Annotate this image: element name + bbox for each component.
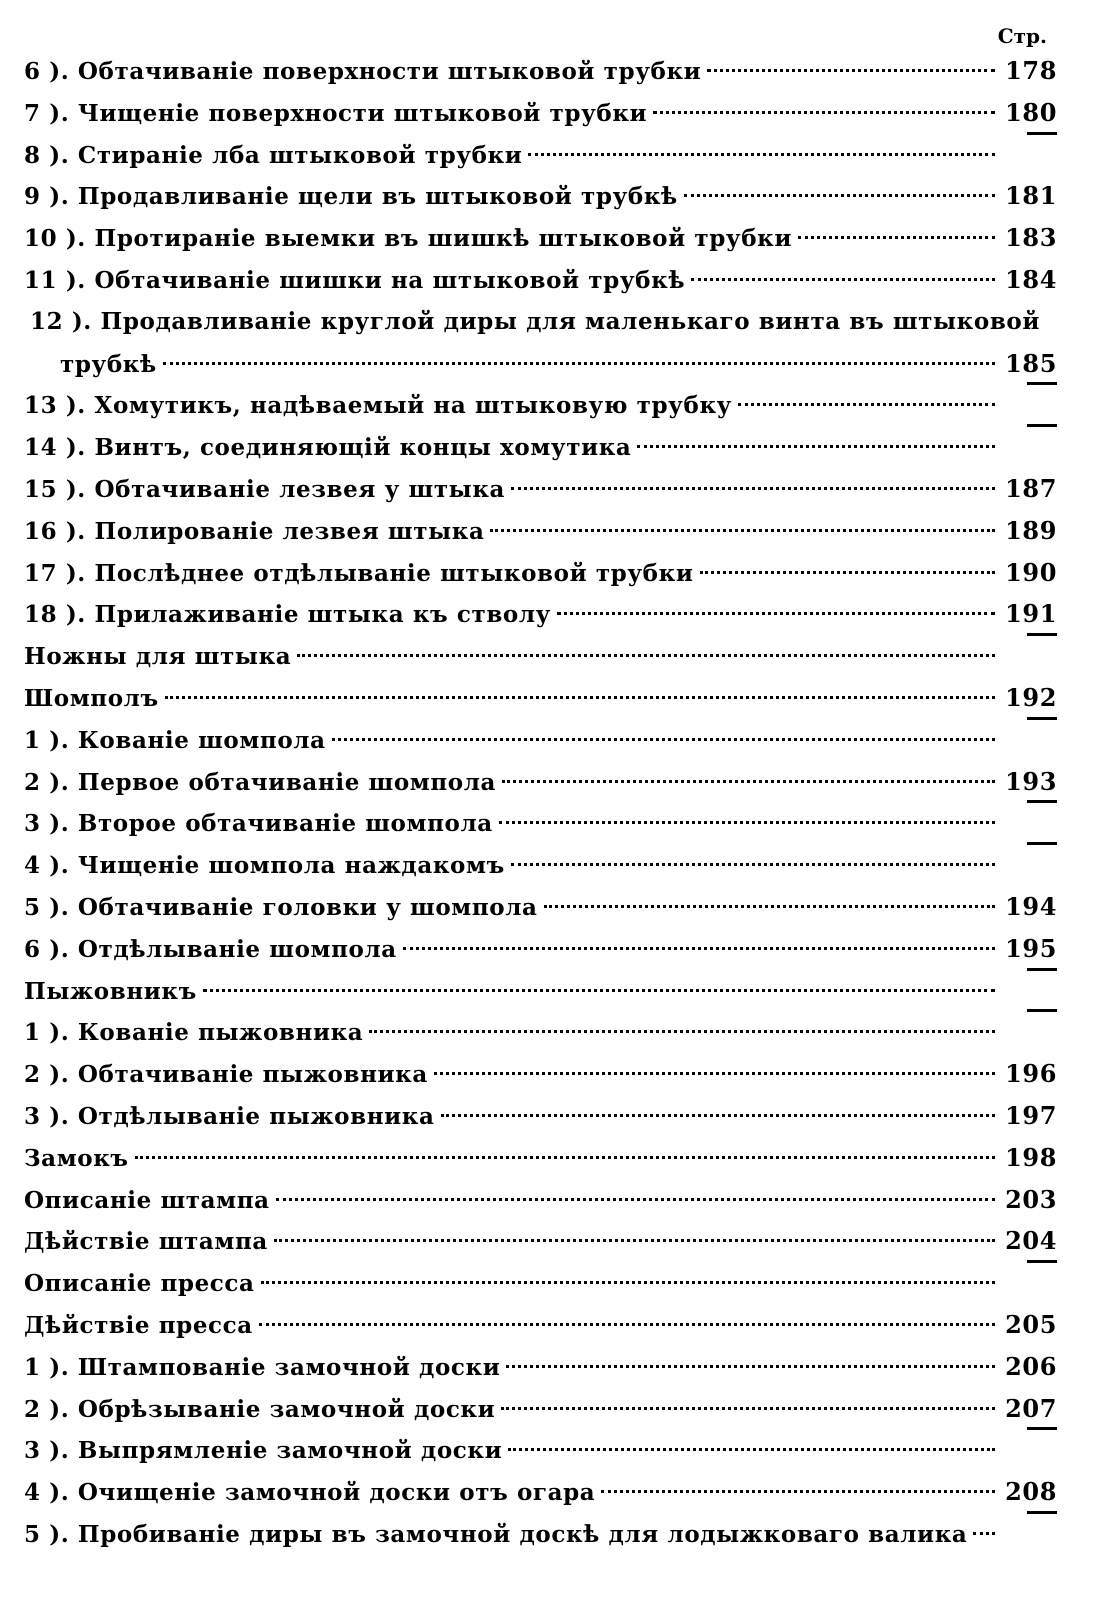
toc-entry — [24, 1262, 1057, 1304]
toc-entry-page: 204 — [1005, 1226, 1057, 1256]
dot-leader — [528, 153, 995, 156]
ditto-dash — [1027, 132, 1057, 177]
dot-leader — [434, 1072, 995, 1075]
dot-leader — [369, 1030, 995, 1033]
dot-leader — [165, 696, 995, 699]
toc-entry — [24, 217, 1057, 259]
dot-leader — [973, 1532, 995, 1535]
dot-leader — [700, 571, 996, 574]
dot-leader — [297, 654, 995, 657]
dot-leader — [259, 1323, 995, 1326]
toc-entry — [24, 1137, 1057, 1179]
toc-entry — [24, 134, 1057, 176]
ditto-dash — [1027, 717, 1057, 762]
page-column-label: Стр. — [997, 24, 1047, 48]
toc-entry — [24, 510, 1057, 552]
toc-entry — [24, 1095, 1057, 1137]
toc-entry — [24, 928, 1057, 970]
dot-leader — [276, 1198, 995, 1201]
toc-entry-title: Пыжовникъ — [24, 977, 197, 1005]
ditto-dash — [1027, 842, 1057, 887]
toc-entry-title: Описаніе штампа — [24, 1186, 270, 1214]
toc-entry — [24, 677, 1057, 719]
toc-entry-title: 17 ). Послѣднее отдѣлываніе штыковой трубки — [24, 559, 694, 587]
toc-entry-title: 14 ). Винтъ, соединяющій концы хомутика — [24, 434, 632, 462]
toc-entry-title: 5 ). Пробиваніе диры въ замочной доскѣ для лодыжковаго валика — [24, 1520, 968, 1548]
toc-entry-page: 195 — [1005, 933, 1057, 963]
toc-entry-page: 192 — [1005, 682, 1057, 712]
toc-entry — [24, 719, 1057, 761]
dot-leader — [684, 194, 995, 197]
table-of-contents — [24, 50, 1057, 1555]
toc-entry-title: Дѣйствіе пресса — [24, 1311, 253, 1339]
toc-entry-page: 193 — [1005, 766, 1057, 796]
toc-entry-title: 11 ). Обтачиваніе шишки на штыковой трубкѣ — [24, 266, 686, 294]
toc-entry — [24, 1304, 1057, 1346]
dot-leader — [501, 1407, 995, 1410]
toc-entry-title: 4 ). Очищеніе замочной доски отъ огара — [24, 1479, 596, 1507]
dot-leader — [502, 780, 995, 783]
toc-entry-page: 208 — [1005, 1477, 1057, 1507]
toc-entry-page: 203 — [1005, 1184, 1057, 1214]
toc-entry-page: 189 — [1005, 515, 1057, 545]
toc-entry — [24, 886, 1057, 928]
toc-entry-title: Замокъ — [24, 1144, 129, 1172]
toc-entry-page: 206 — [1005, 1351, 1057, 1381]
toc-entry — [24, 1220, 1057, 1262]
dot-leader — [798, 236, 995, 239]
ditto-dash — [1027, 968, 1057, 1013]
toc-entry — [24, 802, 1057, 844]
dot-leader — [506, 1365, 995, 1368]
ditto-dash — [1027, 424, 1057, 469]
toc-entry-title: 9 ). Продавливаніе щели въ штыковой трубкѣ — [24, 183, 678, 211]
toc-entry-title: 15 ). Обтачиваніе лезвея у штыка — [24, 475, 506, 503]
dot-leader — [441, 1114, 995, 1117]
dot-leader — [557, 612, 995, 615]
toc-entry-title: Дѣйствіе штампа — [24, 1228, 268, 1256]
toc-entry-page: 184 — [1005, 264, 1057, 294]
toc-entry-title: 3 ). Выпрямленіе замочной доски — [24, 1437, 503, 1465]
toc-entry-page: 187 — [1005, 473, 1057, 503]
toc-entry — [24, 426, 1057, 468]
toc-entry — [24, 970, 1057, 1012]
dot-leader — [601, 1490, 995, 1493]
toc-entry-page: 185 — [1005, 348, 1057, 378]
toc-entry — [24, 92, 1057, 134]
toc-entry-title: 1 ). Кованіе пыжовника — [24, 1019, 364, 1047]
toc-entry — [24, 635, 1057, 677]
toc-entry — [24, 1513, 1057, 1555]
dot-leader — [511, 863, 995, 866]
toc-entry-title: 1 ). Штампованіе замочной доски — [24, 1353, 501, 1381]
dot-leader — [490, 529, 995, 532]
dot-leader — [738, 403, 995, 406]
dot-leader — [511, 487, 995, 490]
toc-entry-title: 2 ). Обрѣзываніе замочной доски — [24, 1395, 496, 1423]
toc-entry — [24, 1388, 1057, 1430]
toc-entry-title: 7 ). Чищеніе поверхности штыковой трубки — [24, 99, 648, 127]
toc-entry-title: 10 ). Протираніе выемки въ шишкѣ штыковой трубки — [24, 225, 793, 253]
toc-entry-page: 197 — [1005, 1100, 1057, 1130]
toc-entry-title: 12 ). Продавливаніе круглой диры для маленькаго винта въ штыковой — [30, 307, 1041, 335]
toc-entry-page: 190 — [1005, 557, 1057, 587]
toc-entry-page: 207 — [1005, 1393, 1057, 1423]
toc-entry — [24, 1053, 1057, 1095]
toc-entry — [24, 343, 1057, 385]
toc-entry-title: 3 ). Второе обтачиваніе шомпола — [24, 810, 493, 838]
dot-leader — [691, 278, 995, 281]
toc-entry-title: 2 ). Первое обтачиваніе шомпола — [24, 768, 497, 796]
ditto-dash — [1027, 1511, 1057, 1556]
dot-leader — [332, 738, 995, 741]
toc-entry — [24, 1429, 1057, 1471]
toc-entry — [24, 844, 1057, 886]
toc-entry-title: 6 ). Отдѣлываніе шомпола — [24, 935, 397, 963]
dot-leader — [544, 905, 995, 908]
ditto-dash — [1027, 1260, 1057, 1305]
toc-entry — [24, 1179, 1057, 1221]
toc-entry — [24, 552, 1057, 594]
toc-entry-page: 180 — [1005, 97, 1057, 127]
toc-entry-page: 198 — [1005, 1142, 1057, 1172]
toc-entry-page — [1001, 1513, 1057, 1564]
toc-entry-title: Описаніе пресса — [24, 1270, 255, 1298]
dot-leader — [637, 445, 995, 448]
dot-leader — [707, 69, 995, 72]
toc-entry — [24, 384, 1057, 426]
toc-entry-page: 194 — [1005, 891, 1057, 921]
toc-entry-page: 178 — [1005, 56, 1057, 85]
dot-leader — [163, 362, 995, 365]
dot-leader — [403, 947, 995, 950]
toc-entry-title: 16 ). Полированіе лезвея штыка — [24, 517, 485, 545]
toc-entry — [24, 468, 1057, 510]
dot-leader — [653, 111, 995, 114]
toc-entry-title: 3 ). Отдѣлываніе пыжовника — [24, 1102, 435, 1130]
toc-entry-title: 13 ). Хомутикъ, надѣваемый на штыковую трубку — [24, 392, 732, 420]
toc-entry-title: 18 ). Прилаживаніе штыка къ стволу — [24, 601, 551, 629]
dot-leader — [499, 821, 995, 824]
toc-entry-page: 191 — [1005, 599, 1057, 629]
ditto-dash — [1027, 633, 1057, 678]
toc-entry — [24, 175, 1057, 217]
dot-leader — [135, 1156, 995, 1159]
toc-entry-page: 196 — [1005, 1059, 1057, 1089]
toc-entry — [24, 301, 1057, 343]
ditto-dash — [1027, 382, 1057, 427]
toc-entry — [24, 1471, 1057, 1513]
toc-entry-title: 1 ). Кованіе шомпола — [24, 726, 326, 754]
toc-entry-title: 8 ). Стираніе лба штыковой трубки — [24, 141, 523, 169]
toc-entry-title: 6 ). Обтачиваніе поверхности штыковой трубки — [24, 58, 702, 85]
toc-entry-title: 2 ). Обтачиваніе пыжовника — [24, 1061, 428, 1089]
toc-entry — [24, 1011, 1057, 1053]
toc-entry-page: 205 — [1005, 1309, 1057, 1339]
dot-leader — [203, 989, 995, 992]
toc-entry-title: Шомполъ — [24, 684, 159, 712]
toc-entry — [24, 593, 1057, 635]
toc-entry — [24, 50, 1057, 92]
toc-entry-page: 183 — [1005, 223, 1057, 253]
ditto-dash — [1027, 1009, 1057, 1054]
toc-entry — [24, 259, 1057, 301]
dot-leader — [261, 1281, 995, 1284]
ditto-dash — [1027, 800, 1057, 845]
ditto-dash — [1027, 1427, 1057, 1472]
toc-entry — [24, 1346, 1057, 1388]
toc-entry-page: 181 — [1005, 181, 1057, 211]
toc-entry-title: трубкѣ — [60, 350, 157, 378]
dot-leader — [508, 1448, 995, 1451]
toc-entry-title: 4 ). Чищеніе шомпола наждакомъ — [24, 852, 505, 880]
toc-entry-title: 5 ). Обтачиваніе головки у шомпола — [24, 893, 538, 921]
toc-entry — [24, 761, 1057, 803]
toc-entry-title: Ножны для штыка — [24, 643, 292, 671]
dot-leader — [274, 1239, 995, 1242]
